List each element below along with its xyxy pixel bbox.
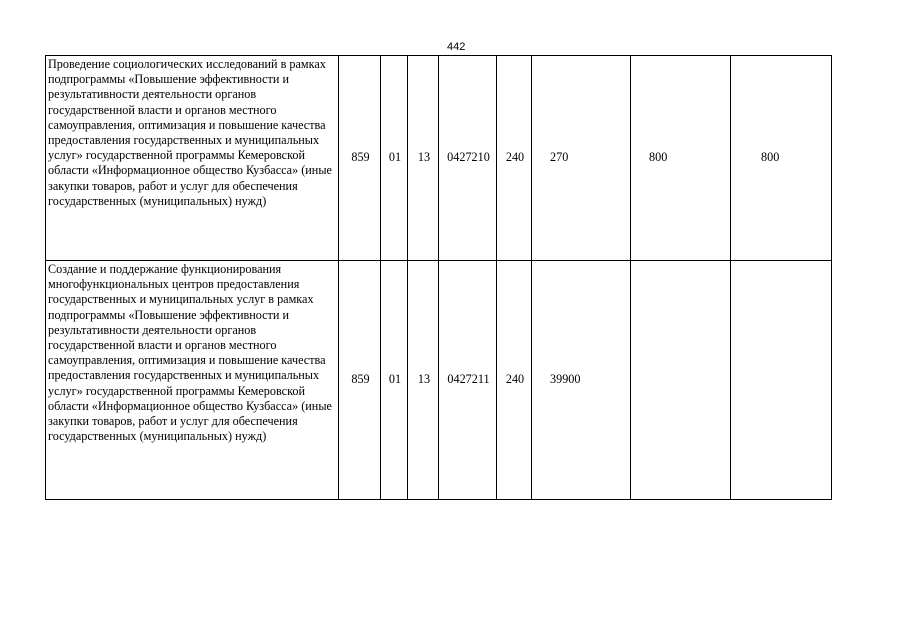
target-article-code: 0427211 bbox=[439, 261, 497, 500]
sum-column-1: 39900 bbox=[532, 261, 631, 500]
sum-column-1: 270 bbox=[532, 56, 631, 261]
section-code: 01 bbox=[381, 261, 408, 500]
table-row bbox=[46, 261, 832, 500]
target-article-code: 0427210 bbox=[439, 56, 497, 261]
row-description: Создание и поддержание функционирования многофункциональных центров предоставления государственных и муниципальных услуг в рамках подпрограммы «Повышение эффективности и результативности деятельности органов государственной власти и органов местного самоуправления, оптимизация и повышение качества предоставления государственных и муниципальных услуг» государственной программы Кемеровской области «Информационное общество Кузбасса» (иные закупки товаров, работ и услуг для обеспечения государственных (муниципальных) нужд) bbox=[46, 261, 339, 500]
sum-column-3 bbox=[731, 261, 832, 500]
page-number: 442 bbox=[447, 41, 466, 53]
table-row bbox=[46, 56, 832, 261]
subsection-code: 13 bbox=[408, 261, 439, 500]
section-code: 01 bbox=[381, 56, 408, 261]
expense-type-code: 240 bbox=[497, 261, 532, 500]
expense-type-code: 240 bbox=[497, 56, 532, 261]
sum-column-2: 800 bbox=[631, 56, 731, 261]
sum-column-2 bbox=[631, 261, 731, 500]
ministry-code: 859 bbox=[339, 56, 381, 261]
row-description: Проведение социологических исследований в рамках подпрограммы «Повышение эффективности и результативности деятельности органов государственной власти и органов местного самоуправления, оптимизация и повышение качества предоставления государственных и муниципальных услуг» государственной программы Кемеровской области «Информационное общество Кузбасса» (иные закупки товаров, работ и услуг для обеспечения государственных (муниципальных) нужд) bbox=[46, 56, 339, 261]
budget-table bbox=[45, 55, 832, 500]
sum-column-3: 800 bbox=[731, 56, 832, 261]
ministry-code: 859 bbox=[339, 261, 381, 500]
subsection-code: 13 bbox=[408, 56, 439, 261]
